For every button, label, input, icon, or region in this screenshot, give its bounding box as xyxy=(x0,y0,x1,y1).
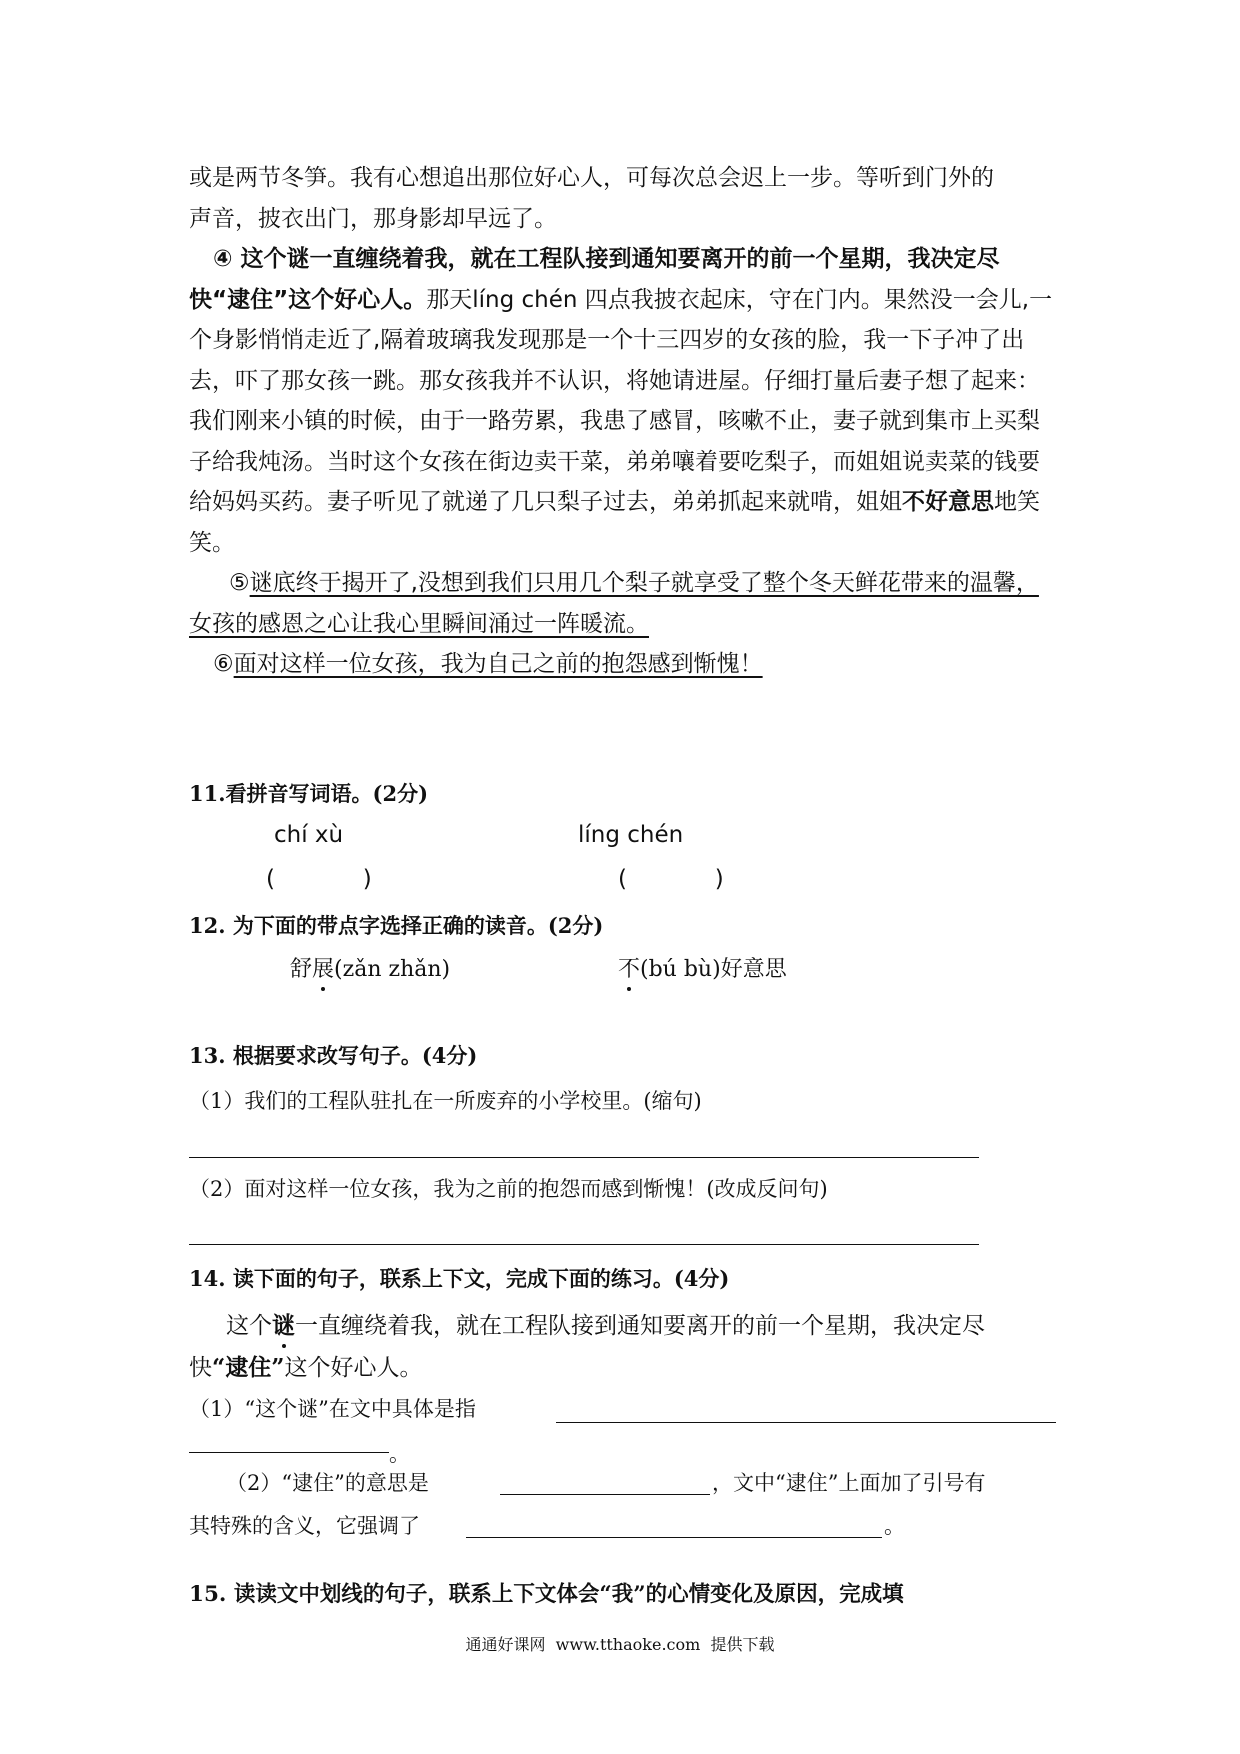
paragraph-6 xyxy=(189,644,1059,685)
q11-title: 11.看拼音写词语。(2分) xyxy=(189,781,429,806)
p4-text-a: 那天líng chén 四点我披衣起床，守在门内。果然没一会儿,一个身影悄悄走近了,隔着玻璃我发现那是一个十三四岁的女孩的脸，我一下子冲了出去，吓了那女孩一跳。那女孩我并不认识，将她请进屋。仔细打量后妻子想了起来：我们刚来小镇的时候，由于一路劳累，我患了感冒，咳嗽不止，妻子就到集市上买梨子给我炖汤。当时这个女孩在街边卖干菜，弟弟嚷着要吃梨子，而姐姐说卖菜的钱要给妈妈买药。妻子听见了就递了几只梨子过去，弟弟抓起来就啃，姐姐 xyxy=(189,286,1053,515)
q14-sub1-end: 。 xyxy=(389,1442,410,1466)
p5-underlined-sentence: 谜底终于揭开了,没想到我们只用几个梨子就享受了整个冬天鲜花带来的温馨，女孩的感恩之心让我心里瞬间涌过一阵暖流。 xyxy=(189,570,1039,637)
q14-quote-dotted-char: 谜 xyxy=(272,1307,295,1340)
q13-title: 13. 根据要求改写句子。(4分) xyxy=(189,1043,478,1068)
q12-item-2 xyxy=(618,952,787,983)
q12-item2-dotted-char: 不 xyxy=(618,952,640,983)
q14-quote-a: 这个 xyxy=(226,1313,272,1339)
p4-text-b: 地笑笑。 xyxy=(189,489,1040,556)
q14-answer-line-2a[interactable] xyxy=(500,1494,710,1495)
q14-quote-line2 xyxy=(189,1349,422,1382)
page-footer: 通通好课网 www.tthaoke.com 提供下载 xyxy=(465,1635,775,1654)
q12-item2-options[interactable]: (bú bù) xyxy=(640,957,721,982)
q14-title: 14. 读下面的句子，联系上下文，完成下面的练习。(4分) xyxy=(189,1266,730,1291)
q14-sub-2a: （2）“逮住”的意思是 xyxy=(226,1471,429,1495)
q14-answer-line-2b[interactable] xyxy=(466,1537,882,1538)
p4-bold-phrase: 不好意思 xyxy=(902,489,994,515)
q14-quote-b: 一直缠绕着我，就在工程队接到通知要离开的前一个星期，我决定尽 xyxy=(295,1313,985,1339)
q14-sub-1: （1）“这个谜”在文中具体是指 xyxy=(189,1397,476,1421)
q14-quote-line1 xyxy=(226,1307,985,1340)
q15-title: 15. 读读文中划线的句子，联系上下文体会“我”的心情变化及原因，完成填 xyxy=(189,1582,904,1607)
p6-number: ⑥ xyxy=(213,651,234,677)
q11-answer-box-2[interactable]: ( ) xyxy=(618,866,724,892)
q13-answer-line-1[interactable] xyxy=(189,1157,979,1158)
p3-line1: 或是两节冬笋。我有心想追出那位好心人，可每次总会迟上一步。等听到门外的 xyxy=(189,165,994,191)
q13-sub-1: （1）我们的工程队驻扎在一所废弃的小学校里。(缩句) xyxy=(189,1089,702,1113)
reading-passage xyxy=(189,158,1059,685)
q14-answer-line-1b[interactable] xyxy=(189,1452,389,1453)
q14-quote-c3: 这个好心人。 xyxy=(284,1355,423,1381)
q12-item1-char1: 舒 xyxy=(290,957,313,982)
q14-sub2-end: 。 xyxy=(884,1514,905,1538)
q11-answer-box-1[interactable]: ( ) xyxy=(266,866,372,892)
paragraph-5 xyxy=(189,563,1059,644)
q12-title: 12. 为下面的带点字选择正确的读音。(2分) xyxy=(189,913,604,938)
paragraph-3 xyxy=(189,158,1059,239)
q11-pinyin-2: líng chén xyxy=(578,822,684,848)
p4-bold-sentence: ④ 这个谜一直缠绕着我，就在工程队接到通知要离开的前一个星期，我决定尽快“逮住”这个好心人。 xyxy=(189,246,1000,313)
q13-sub-2: （2）面对这样一位女孩，我为之前的抱怨而感到惭愧！(改成反问句) xyxy=(189,1177,828,1201)
q12-item2-suffix: 好意思 xyxy=(720,957,787,982)
p5-number: ⑤ xyxy=(229,570,250,596)
q13-answer-line-2[interactable] xyxy=(189,1244,979,1245)
q12-item-1 xyxy=(290,952,450,983)
q14-answer-line-1a[interactable] xyxy=(556,1422,1056,1423)
p3-line2: 声音，披衣出门，那身影却早远了。 xyxy=(189,205,557,232)
q11-pinyin-1: chí xù xyxy=(274,822,344,848)
q12-item1-options[interactable]: (zǎn zhǎn) xyxy=(334,957,451,982)
q14-sub-2b: ，文中“逮住”上面加了引号有 xyxy=(712,1471,986,1495)
p6-underlined-sentence: 面对这样一位女孩，我为自己之前的抱怨感到惭愧！ xyxy=(233,651,763,677)
q14-quote-c2: “逮住” xyxy=(212,1354,285,1381)
q14-sub-2c: 其特殊的含义，它强调了 xyxy=(189,1514,420,1538)
paragraph-4 xyxy=(189,239,1059,563)
q14-quote-c1: 快 xyxy=(189,1355,212,1381)
q12-item1-dotted-char: 展 xyxy=(312,952,334,983)
